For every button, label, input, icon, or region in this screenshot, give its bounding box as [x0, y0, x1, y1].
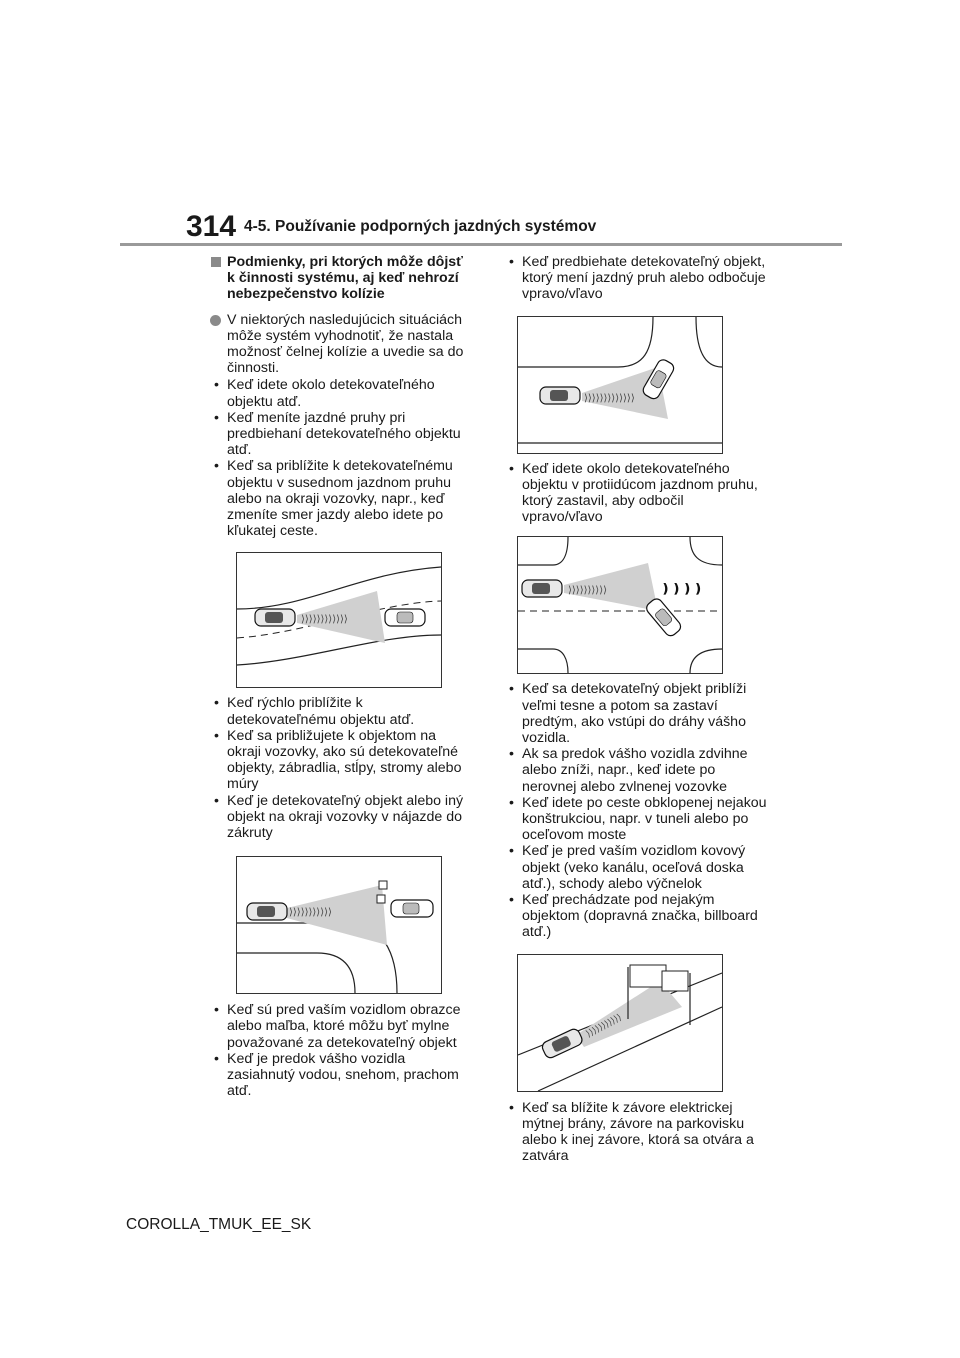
illustration-curved-road: [236, 552, 442, 688]
list-item: • Keď idete okolo detekovateľného objektu v protiidúcom jazdnom pruhu, ktorý zastavil, aby odbočil vpravo/vľavo: [509, 460, 758, 526]
bullet-dot-icon: •: [509, 843, 514, 860]
bullet-dot-icon: •: [509, 794, 514, 811]
illustration-corner-objects: [236, 856, 442, 994]
bullet-dot-icon: •: [214, 377, 219, 394]
right-column: [505, 254, 767, 1164]
list-item: • Ak sa predok vášho vozidla zdvihne alebo zníži, napr., keď idete po nerovnej alebo zvlnenej vozovke: [509, 746, 748, 795]
bullet-dot-icon: •: [509, 681, 514, 698]
svg-text:❫❫❫❫: ❫❫❫❫: [660, 582, 704, 598]
bullet-dot-icon: •: [214, 727, 219, 744]
circle-bullet-icon: [210, 315, 221, 326]
bullet-list-b: [210, 695, 472, 841]
list-item: • Keď idete po ceste obklopenej nejakou konštrukciou, napr. v tuneli alebo po oceľovom moste: [509, 794, 767, 844]
own-car-icon: [247, 903, 287, 920]
page-number: 314: [186, 210, 237, 243]
bullet-dot-icon: •: [214, 792, 219, 809]
svg-text:⟩⟩⟩⟩⟩⟩⟩⟩⟩⟩⟩: ⟩⟩⟩⟩⟩⟩⟩⟩⟩⟩⟩: [584, 1012, 624, 1040]
illustration-overtake-turning: [517, 316, 723, 454]
list-item: • Keď predbiehate detekovateľný objekt, ktorý mení jazdný pruh alebo odbočuje vpravo/vľavo: [509, 254, 766, 303]
subsection-heading-text: Podmienky, pri ktorých môže dôjsť k činnosti systému, aj keď nehrozí nebezpečenstvo kolízie: [227, 254, 463, 303]
target-car-icon: [644, 597, 683, 639]
intro-paragraph: [210, 312, 472, 377]
header-rule: [120, 243, 842, 246]
footer-doc-code: COROLLA_TMUK_EE_SK: [126, 1216, 312, 1233]
bullet-dot-icon: •: [509, 254, 514, 270]
svg-text:⟩⟩⟩⟩⟩⟩⟩⟩⟩⟩⟩⟩⟩: ⟩⟩⟩⟩⟩⟩⟩⟩⟩⟩⟩⟩⟩: [584, 392, 635, 404]
bullet-list-right-a: [505, 254, 767, 303]
list-item: • Keď meníte jazdné pruhy pri predbiehaní detekovateľného objektu atď.: [214, 409, 461, 459]
bullet-dot-icon: •: [509, 460, 514, 477]
own-car-icon: [540, 1027, 583, 1059]
bullet-dot-icon: •: [214, 1050, 219, 1067]
own-car-icon: [522, 580, 562, 597]
bullet-dot-icon: •: [509, 892, 514, 909]
bullet-list-right-d: [505, 1100, 767, 1165]
list-item: • Keď prechádzate pod nejakým objektom (dopravná značka, billboard atď.): [509, 892, 758, 941]
illustration-overhead-sign: [517, 954, 723, 1092]
bullet-dot-icon: •: [509, 746, 514, 763]
list-item: • Keď sú pred vaším vozidlom obrazce alebo maľba, ktoré môžu byť mylne považované za detekovateľný objekt: [214, 1002, 461, 1051]
svg-text:⟩⟩⟩⟩⟩⟩⟩⟩⟩⟩⟩: ⟩⟩⟩⟩⟩⟩⟩⟩⟩⟩⟩: [289, 907, 332, 919]
list-item: • Keď rýchlo priblížite k detekovateľnému objektu atď.: [214, 695, 415, 728]
svg-text:⟩⟩⟩⟩⟩⟩⟩⟩⟩⟩⟩⟩: ⟩⟩⟩⟩⟩⟩⟩⟩⟩⟩⟩⟩: [301, 614, 348, 626]
own-car-icon: [255, 609, 295, 626]
intro-text: V niektorých nasledujúcich situáciách môže systém vyhodnotiť, že nastala možnosť čelnej kolízie a uvedie sa do činnosti.: [227, 311, 464, 377]
svg-text:⟩⟩⟩⟩⟩⟩⟩⟩⟩⟩: ⟩⟩⟩⟩⟩⟩⟩⟩⟩⟩: [568, 585, 608, 597]
list-item: • Keď sa blížite k závore elektrickej mýtnej brány, závore na parkovisku alebo k inej závore, ktorá sa otvára a zatvára: [509, 1099, 754, 1165]
list-item: • Keď sa približujete k objektom na okraji vozovky, ako sú detekovateľné objekty, zábradlia, stĺpy, stromy alebo múry: [214, 727, 462, 793]
list-item: • Keď sa priblížite k detekovateľnému objektu v susednom jazdnom pruhu alebo na okraji vozovky, napr., keď zmeníte smer jazdy alebo idete po kľukatej ceste.: [214, 458, 453, 540]
list-item: • Keď je predok vášho vozidla zasiahnutý vodou, snehom, prachom atď.: [214, 1050, 459, 1100]
bullet-dot-icon: •: [214, 458, 219, 475]
list-item: • Keď je detekovateľný objekt alebo iný objekt na okraji vozovky v nájazde do zákruty: [214, 792, 464, 842]
bullet-list-a: [210, 377, 472, 539]
square-bullet-icon: [211, 257, 221, 267]
illustration-oncoming-turning: [517, 536, 723, 674]
list-item: • Keď idete okolo detekovateľného objektu atď.: [214, 377, 435, 410]
bullet-list-c: [210, 1002, 472, 1099]
list-item: • Keď je pred vaším vozidlom kovový objekt (veko kanálu, oceľová doska atď.), schody alebo výčnelok: [509, 843, 746, 892]
left-column: [210, 254, 472, 1100]
bullet-dot-icon: •: [214, 1002, 219, 1019]
bullet-dot-icon: •: [214, 409, 219, 426]
bullet-list-right-b: [505, 461, 767, 526]
list-item: • Keď sa detekovateľný objekt priblíži veľmi tesne a potom sa zastaví predtým, ako vstúpi do dráhy vášho vozidla.: [509, 681, 747, 747]
section-title: 4-5. Používanie podporných jazdných systémov: [244, 218, 597, 235]
target-car-icon: [391, 900, 433, 917]
own-car-icon: [540, 387, 580, 404]
target-car-icon: [385, 609, 425, 626]
bullet-dot-icon: •: [214, 695, 219, 712]
bullet-list-right-c: [505, 681, 767, 940]
bullet-dot-icon: •: [509, 1099, 514, 1116]
subsection-heading: [210, 254, 472, 303]
